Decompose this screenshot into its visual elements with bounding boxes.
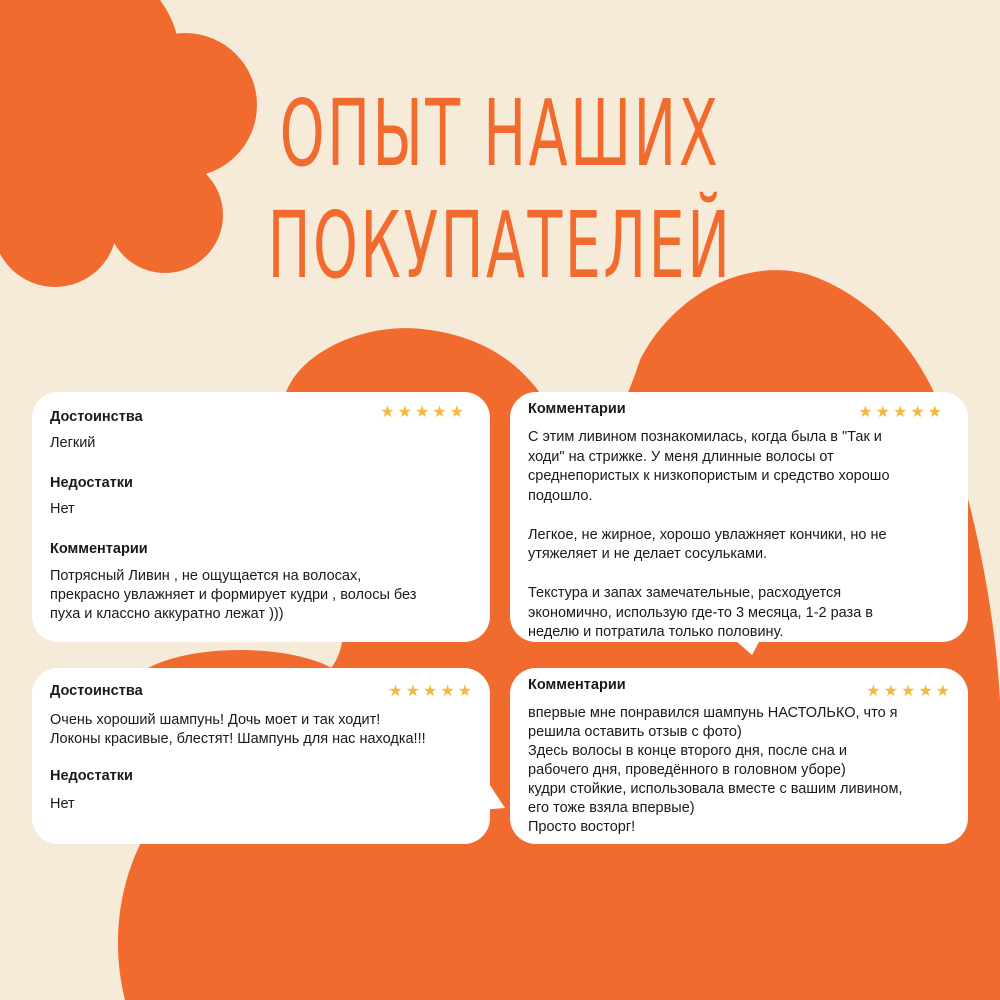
star-icon: ★ xyxy=(900,681,916,700)
star-icon: ★ xyxy=(397,402,412,421)
star-icon: ★ xyxy=(858,402,873,421)
pros-label: Достоинства xyxy=(50,683,143,699)
star-icon: ★ xyxy=(918,681,933,700)
pros-text: Очень хороший шампунь! Дочь моет и так ходит! Локоны красивые, блестят! Шампунь для нас находка!!! xyxy=(50,712,426,747)
pros-text: Легкий xyxy=(50,435,96,451)
page-title xyxy=(0,78,1000,302)
comment-label: Комментарии xyxy=(50,541,148,557)
rating-stars xyxy=(866,683,950,699)
rating-stars xyxy=(858,404,942,420)
cons-text: Нет xyxy=(50,501,75,517)
title-line-2: ПОКУПАТЕЛЕЙ xyxy=(267,192,733,299)
star-icon: ★ xyxy=(935,681,950,700)
pros-label: Достоинства xyxy=(50,409,143,425)
comment-label: Комментарии xyxy=(528,677,626,693)
star-icon: ★ xyxy=(457,681,472,700)
star-icon: ★ xyxy=(380,402,395,421)
review-card xyxy=(510,392,968,642)
comment-label: Комментарии xyxy=(528,401,626,417)
cons-label: Недостатки xyxy=(50,768,133,784)
star-icon: ★ xyxy=(875,402,890,421)
star-icon: ★ xyxy=(449,402,464,421)
star-icon: ★ xyxy=(388,681,403,700)
review-card xyxy=(32,668,490,844)
star-icon: ★ xyxy=(910,402,925,421)
cons-text: Нет xyxy=(50,796,75,812)
cons-label: Недостатки xyxy=(50,475,133,491)
star-icon: ★ xyxy=(414,402,430,421)
star-icon: ★ xyxy=(866,681,881,700)
title-line-1: ОПЫТ НАШИХ xyxy=(279,80,721,187)
comment-text: Потрясный Ливин , не ощущается на волосах, прекрасно увлажняет и формирует кудри , волосы без пуха и классно аккуратно лежат ))) xyxy=(50,568,417,622)
star-icon: ★ xyxy=(892,402,908,421)
star-icon: ★ xyxy=(440,681,455,700)
star-icon: ★ xyxy=(927,402,942,421)
star-icon: ★ xyxy=(422,681,438,700)
comment-text: впервые мне понравился шампунь НАСТОЛЬКО, что я решила оставить отзыв с фото) Здесь волосы в конце второго дня, после сна и рабочего дня, проведённого в головном уборе) кудри стойкие, использовала вместе с вашим ливином, его тоже взяла впервые) Просто восторг! xyxy=(528,705,903,835)
star-icon: ★ xyxy=(405,681,420,700)
review-card xyxy=(510,668,968,844)
star-icon: ★ xyxy=(432,402,447,421)
star-icon: ★ xyxy=(883,681,898,700)
comment-text: С этим ливином познакомилась, когда была в "Так и ходи" на стрижке. У меня длинные волосы от среднепористых к низкопористым и средство хорошо подошло. Легкое, не жирное, хорошо увлажняет кончики, но не утяжеляет и не делает сосульками. Текстура и запах замечательные, расходуется экономично, использую где-то 3 месяца, 1-2 раза в неделю и потратила только половину. xyxy=(528,429,890,640)
rating-stars xyxy=(380,404,464,420)
rating-stars xyxy=(388,683,472,699)
review-card xyxy=(32,392,490,642)
